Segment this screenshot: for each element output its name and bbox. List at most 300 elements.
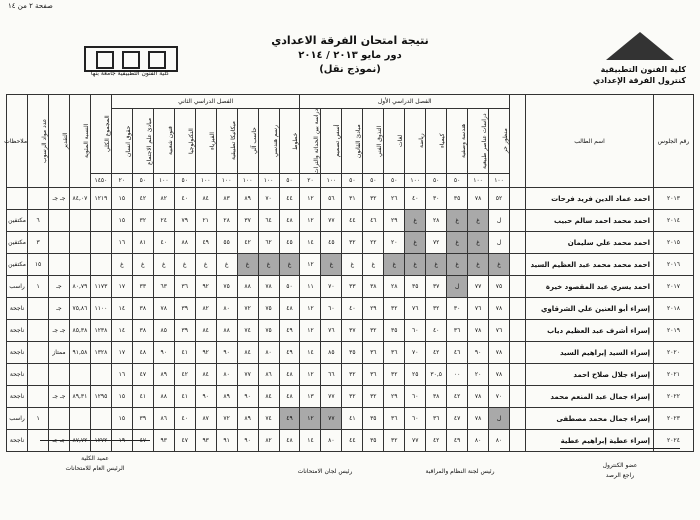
dean-title: الرئيس العام للامتحانات: [65, 465, 125, 472]
mark-cell: ٤٩: [447, 430, 468, 452]
subject-header: حاسب آلي: [250, 127, 258, 155]
mark-cell: ٢٩: [363, 298, 384, 320]
mark-cell: ٢٦: [384, 188, 405, 210]
max-mark: ١٠٠: [468, 174, 489, 188]
mark-cell: ١٩: [111, 430, 132, 452]
mark-cell: ٤١: [174, 386, 195, 408]
percent-cell: ٨٩,٣١: [69, 386, 90, 408]
mark-cell: غ: [468, 254, 489, 276]
mark-cell: ٣٨: [132, 298, 153, 320]
mark-cell: ٤٨: [279, 364, 300, 386]
grade-header: التقدير: [61, 132, 69, 150]
mark-cell: ١٢: [300, 210, 321, 232]
mark-cell: ٧٥: [258, 320, 279, 342]
spacer-header: [510, 95, 526, 188]
mark-cell: ٩٢: [195, 276, 216, 298]
mark-cell: ٣٢: [384, 298, 405, 320]
notes-cell: راسب: [7, 408, 28, 430]
mark-cell: ٥٢: [489, 188, 510, 210]
mark-cell: ١٥: [111, 210, 132, 232]
mark-cell: ٣٦: [384, 408, 405, 430]
mark-cell: ٣٨: [363, 276, 384, 298]
mark-cell: ٨٦: [153, 408, 174, 430]
mark-cell: ١٣٢٨: [90, 342, 111, 364]
mark-cell: ٩٠: [237, 386, 258, 408]
mark-cell: ٤٢: [237, 232, 258, 254]
grade-cell: جـ: [49, 276, 70, 298]
subject-header: خطوط: [292, 132, 300, 150]
student-name: احمد محمد احمد سالم حبيب: [526, 210, 654, 232]
subject-header: مبادئ القانون: [355, 124, 363, 158]
seat-number: ٢٠١٤: [654, 210, 694, 232]
grade-cell: [49, 408, 70, 430]
subject-header: أسس تصميم: [334, 124, 342, 158]
mark-cell: ١٢٣٨: [90, 320, 111, 342]
subject-header: كيمياء: [439, 133, 447, 149]
mark-cell: غ: [279, 254, 300, 276]
seat-number: ٢٠٢٠: [654, 342, 694, 364]
mark-cell: ٩٣: [153, 430, 174, 452]
mark-cell: غ: [426, 254, 447, 276]
mark-cell: ٤٠: [174, 188, 195, 210]
mark-cell: غ: [447, 210, 468, 232]
percent-cell: [69, 232, 90, 254]
table-row: [7, 320, 694, 342]
subject-header: رسم هندسي: [271, 125, 279, 157]
exam-session: دور مايو ٢٠١٣ / ٢٠١٤: [298, 50, 402, 61]
mark-cell: ٨٤: [195, 364, 216, 386]
mark-cell: ٤٨: [279, 210, 300, 232]
mark-cell: غ: [447, 254, 468, 276]
spacer-cell: [510, 386, 526, 408]
mark-cell: ٣٦: [363, 342, 384, 364]
mark-cell: ٣٠,٥: [426, 364, 447, 386]
mark-cell: ١٦: [111, 232, 132, 254]
mark-cell: ٣٠: [426, 188, 447, 210]
faculty-name-right: [576, 64, 686, 86]
notes-cell: مكتفين: [7, 232, 28, 254]
student-name: احمد محمد علي سليمان: [526, 232, 654, 254]
mark-cell: ٩٢: [195, 342, 216, 364]
mark-cell: [90, 232, 111, 254]
mark-cell: ٤٩: [279, 320, 300, 342]
spacer-cell: [510, 342, 526, 364]
subject-header: ميكانيكا تطبيقية: [229, 121, 237, 161]
mark-cell: ٨٠: [216, 364, 237, 386]
mark-cell: ١٤: [300, 342, 321, 364]
mark-cell: ٧٦: [321, 320, 342, 342]
notes-cell: ناجحة: [7, 298, 28, 320]
mark-cell: ٤٧: [447, 408, 468, 430]
mark-cell: ٨٩: [237, 188, 258, 210]
mark-cell: ٣٦: [174, 276, 195, 298]
mark-cell: ٨٤: [258, 386, 279, 408]
percent-cell: ٨٤,٠٧: [69, 188, 90, 210]
mark-cell: ٣٢: [342, 386, 363, 408]
failed-header: عدد مواد الرسوب: [41, 118, 49, 164]
exam-committee-head: رئيس لجان الامتحانات: [297, 468, 353, 475]
table-row: [7, 386, 694, 408]
mark-cell: غ: [111, 254, 132, 276]
percent-cell: [69, 364, 90, 386]
mark-cell: ٥٦: [321, 188, 342, 210]
student-name: إسراء أبو العنين علي الشرقاوي: [526, 298, 654, 320]
notes-cell: مكتفين: [7, 254, 28, 276]
term2-header: الفصل الدراسي الثاني: [111, 95, 300, 109]
table-row: [7, 276, 694, 298]
spacer-cell: [510, 298, 526, 320]
seat-number: ٢٠٢٤: [654, 430, 694, 452]
mark-cell: ٤٨: [279, 430, 300, 452]
table-row: [7, 232, 694, 254]
mark-cell: ١٢٧٢: [90, 430, 111, 452]
mark-cell: ٢٠: [384, 232, 405, 254]
max-mark: ١٠٠: [153, 174, 174, 188]
mark-cell: ٣٨: [426, 386, 447, 408]
student-name: إسراء عطية إبراهيم عطية: [526, 430, 654, 452]
mark-cell: ١٧: [111, 342, 132, 364]
mark-cell: ٤٥: [321, 232, 342, 254]
mark-cell: ٣٢: [384, 364, 405, 386]
mark-cell: ٦٠: [321, 298, 342, 320]
name-header: اسم الطالب: [526, 95, 654, 188]
mark-cell: ٣٢: [132, 210, 153, 232]
mark-cell: ٤٢: [174, 364, 195, 386]
mark-cell: ٤١: [342, 408, 363, 430]
mark-cell: ١٥: [111, 386, 132, 408]
failed-cell: ٦: [28, 210, 49, 232]
student-name: إسراء جمال محمد مصطفى: [526, 408, 654, 430]
mark-cell: ٣٠: [447, 298, 468, 320]
subject-header: التذوق الفني: [376, 125, 384, 157]
mark-cell: ٣٢: [363, 320, 384, 342]
grade-cell: [49, 254, 70, 276]
mark-cell: ٧٠: [258, 188, 279, 210]
mark-cell: ٣٩: [174, 298, 195, 320]
percent-cell: ٧٥,٨٦: [69, 298, 90, 320]
mark-cell: ١٢: [300, 364, 321, 386]
grade-cell: جـ جـ: [49, 320, 70, 342]
student-name: إسراء السيد إبراهيم السيد: [526, 342, 654, 364]
notes-cell: راسب: [7, 276, 28, 298]
mark-cell: ٤٦: [363, 210, 384, 232]
seat-number: ٢٠٢٣: [654, 408, 694, 430]
mark-cell: ٤٧: [174, 430, 195, 452]
mark-cell: غ: [195, 254, 216, 276]
percent-cell: ٨٠,٧٩: [69, 276, 90, 298]
table-row: [7, 298, 694, 320]
results-table: [6, 94, 694, 452]
mark-cell: ٩٠: [216, 342, 237, 364]
spacer-cell: [510, 430, 526, 452]
mark-cell: ١٢: [300, 254, 321, 276]
mark-cell: غ: [405, 210, 426, 232]
mark-cell: غ: [342, 254, 363, 276]
mark-cell: ٣٦: [426, 408, 447, 430]
grade-cell: [49, 210, 70, 232]
mark-cell: ٧٨: [489, 298, 510, 320]
total-header: المجموع الكلي: [103, 115, 111, 153]
failed-cell: [28, 298, 49, 320]
mark-cell: ٢٢: [363, 232, 384, 254]
subject-header: دراسات عناصر طبيعية: [481, 113, 489, 169]
percent-cell: ٨٧,٧٢: [69, 430, 90, 452]
mark-cell: ١٤: [300, 232, 321, 254]
student-name: إسراء أشرف عبد العظيم دياب: [526, 320, 654, 342]
mark-cell: ٢٩: [384, 386, 405, 408]
faculty-logo-left: [84, 46, 178, 72]
notes-cell: ناجحة: [7, 364, 28, 386]
mark-cell: ٩١: [216, 430, 237, 452]
table-row: [7, 254, 694, 276]
notes-cell: ناجحة: [7, 386, 28, 408]
mark-cell: ١٤: [111, 320, 132, 342]
seat-number: ٢٠٢٢: [654, 386, 694, 408]
mark-cell: ٨٠: [489, 430, 510, 452]
mark-cell: ٦٢: [258, 232, 279, 254]
mark-cell: ٧٧: [405, 430, 426, 452]
mark-cell: ٧٧: [468, 276, 489, 298]
mark-cell: ٧٢: [237, 298, 258, 320]
percent-header: النسبة المئوية: [82, 123, 90, 159]
mark-cell: ٧٥: [489, 276, 510, 298]
max-mark: ١٠٠: [489, 174, 510, 188]
subject-header: لغات: [397, 134, 405, 148]
mark-cell: ٨٠: [321, 430, 342, 452]
spacer-cell: [510, 408, 526, 430]
mark-cell: ٧٢: [426, 232, 447, 254]
order-committee-head: رئيس لجنة النظام والمراقبة: [425, 468, 495, 475]
percent-cell: [69, 254, 90, 276]
seat-number: ٢٠١٦: [654, 254, 694, 276]
mark-cell: ٨٩: [237, 408, 258, 430]
mark-cell: ٨٨: [237, 276, 258, 298]
control-line: كنترول الفرقة الإعدادي: [592, 76, 686, 85]
mark-cell: غ: [132, 254, 153, 276]
mark-cell: ٣٢: [363, 188, 384, 210]
notes-cell: [7, 188, 28, 210]
student-name: احمد عماد الدين فريد فرحات: [526, 188, 654, 210]
mark-cell: غ: [468, 232, 489, 254]
mark-cell: ٤٠: [153, 232, 174, 254]
mark-cell: ٤٧: [132, 430, 153, 452]
student-name: احمد يسري عبد المقصود خيرة: [526, 276, 654, 298]
mark-cell: ٣١: [342, 188, 363, 210]
mark-cell: ٧٦: [405, 298, 426, 320]
mark-cell: ٩٠: [237, 430, 258, 452]
control-review: راجع الرصد: [605, 472, 635, 479]
spacer-cell: [510, 232, 526, 254]
grade-cell: [49, 232, 70, 254]
mark-cell: ١٥: [111, 188, 132, 210]
mark-cell: ٦٠: [405, 408, 426, 430]
table-row: [7, 364, 694, 386]
mark-cell: غ: [384, 254, 405, 276]
mark-cell: ٣٣: [132, 276, 153, 298]
max-mark: ٢٠: [300, 174, 321, 188]
mark-cell: ل: [489, 408, 510, 430]
mark-cell: ١١٠٠: [90, 298, 111, 320]
mark-cell: ٣٥: [342, 342, 363, 364]
mark-cell: ٣٧: [342, 320, 363, 342]
mark-cell: ٣٧: [237, 210, 258, 232]
mark-cell: ١٤: [300, 430, 321, 452]
mark-cell: ٣٦: [447, 320, 468, 342]
mark-cell: ١٢١٩: [90, 188, 111, 210]
mark-cell: ٤٢: [426, 430, 447, 452]
mark-cell: ١٢: [300, 298, 321, 320]
failed-cell: ١: [28, 276, 49, 298]
mark-cell: [90, 254, 111, 276]
max-mark: ١٠٠: [195, 174, 216, 188]
mark-cell: ٣٩: [174, 320, 195, 342]
grade-cell: جـ جـ: [49, 430, 70, 452]
failed-cell: [28, 188, 49, 210]
mark-cell: ٤٩: [195, 232, 216, 254]
mark-cell: ٣٢: [426, 298, 447, 320]
max-mark: ١٠٠: [321, 174, 342, 188]
faculty-line: كلية الفنون التطبيقية: [600, 65, 686, 74]
percent-cell: [69, 408, 90, 430]
mark-cell: ٧٤: [237, 320, 258, 342]
mark-cell: ٩٣: [195, 430, 216, 452]
mark-cell: ٤٢: [447, 386, 468, 408]
seat-number: ٢٠١٣: [654, 188, 694, 210]
max-mark: ٥٠: [363, 174, 384, 188]
spacer-cell: [510, 276, 526, 298]
mark-cell: ٨٧: [195, 408, 216, 430]
mark-cell: ٨٨: [153, 386, 174, 408]
failed-cell: [28, 342, 49, 364]
seat-number: ٢٠٢١: [654, 364, 694, 386]
max-mark: ٥٠: [384, 174, 405, 188]
mark-cell: ١٤: [111, 298, 132, 320]
mark-cell: ٢١: [195, 210, 216, 232]
mark-cell: ٤٥: [279, 232, 300, 254]
subject-header: فنون شعبية: [166, 126, 174, 156]
seat-number: ٢٠١٧: [654, 276, 694, 298]
grade-cell: جـ جـ: [49, 188, 70, 210]
spacer-cell: [510, 320, 526, 342]
mark-cell: ٧٦: [468, 298, 489, 320]
mark-cell: ٤٤: [279, 188, 300, 210]
mark-cell: ٣٢: [342, 364, 363, 386]
mark-cell: غ: [258, 254, 279, 276]
mark-cell: ٩٠: [153, 342, 174, 364]
mark-cell: ٨١: [132, 232, 153, 254]
mark-cell: ١٢: [300, 320, 321, 342]
subject-header: دراسة بين الحداثة والتراث: [313, 109, 321, 175]
mark-cell: ٧٠: [489, 386, 510, 408]
mark-cell: ٧٨: [468, 320, 489, 342]
seat-number: ٢٠١٨: [654, 298, 694, 320]
mark-cell: ٧٧: [237, 364, 258, 386]
mark-cell: ٤٠: [342, 298, 363, 320]
mark-cell: ١٣: [300, 386, 321, 408]
failed-cell: ١: [28, 408, 49, 430]
mark-cell: ل: [447, 276, 468, 298]
mark-cell: ٢٠: [468, 364, 489, 386]
mark-cell: ٨٢: [195, 298, 216, 320]
mark-cell: [90, 210, 111, 232]
failed-cell: [28, 364, 49, 386]
mark-cell: ل: [489, 210, 510, 232]
table-row: [7, 210, 694, 232]
mark-cell: ٧٨: [489, 364, 510, 386]
percent-cell: ٩١,٥٨: [69, 342, 90, 364]
mark-cell: ٣٢: [342, 232, 363, 254]
failed-cell: ٣: [28, 232, 49, 254]
page-title: نتيجة امتحان الفرقة الاعدادي: [271, 34, 429, 47]
mark-cell: ٣٩: [132, 408, 153, 430]
mark-cell: ٢٤: [153, 210, 174, 232]
mark-cell: ٨٠: [258, 342, 279, 364]
mark-cell: ٣٦: [384, 342, 405, 364]
mark-cell: ٣٨: [132, 320, 153, 342]
subject-header: الفيزياء: [208, 132, 216, 150]
mark-cell: ٦٠: [405, 320, 426, 342]
spacer-cell: [510, 188, 526, 210]
mark-cell: ٦٠: [405, 386, 426, 408]
mark-cell: غ: [447, 232, 468, 254]
table-row: [7, 188, 694, 210]
mark-cell: ٤٢: [132, 188, 153, 210]
subject-header: حقوق انسان: [124, 125, 132, 157]
mark-cell: ل: [489, 232, 510, 254]
max-mark: ٥٠: [447, 174, 468, 188]
signature-dean: [40, 440, 150, 441]
seat-number: ٢٠١٥: [654, 232, 694, 254]
notes-cell: ناجحة: [7, 342, 28, 364]
mark-cell: ١٥: [111, 408, 132, 430]
mark-cell: ٢٥: [405, 364, 426, 386]
max-mark: ١٠٠: [258, 174, 279, 188]
subject-header: التكنولوجيا: [187, 128, 195, 154]
notes-cell: ناجحة: [7, 430, 28, 452]
mark-cell: ٣٧: [426, 276, 447, 298]
mark-cell: ٨٤: [195, 320, 216, 342]
mark-cell: غ: [237, 254, 258, 276]
mark-cell: ٨٩: [216, 386, 237, 408]
control-member: عضو الكنترول: [602, 462, 638, 469]
mark-cell: ٧٨: [489, 342, 510, 364]
mark-cell: ٤٠: [426, 320, 447, 342]
mark-cell: ٤٤: [342, 430, 363, 452]
mark-cell: غ: [489, 254, 510, 276]
mark-cell: ٧٨: [468, 386, 489, 408]
mark-cell: ٥٠: [279, 276, 300, 298]
mark-cell: ١٢٩٥: [90, 386, 111, 408]
mark-cell: ٧٤: [258, 408, 279, 430]
max-mark: ٥٠: [279, 174, 300, 188]
mark-cell: ٤٠: [174, 408, 195, 430]
university-logo-right: [606, 32, 674, 60]
mark-cell: ١٢: [300, 188, 321, 210]
mark-cell: ٢٨: [216, 210, 237, 232]
mark-cell: ٩٠: [195, 386, 216, 408]
mark-cell: غ: [468, 210, 489, 232]
max-mark: ١٠٠: [237, 174, 258, 188]
signature-control: [560, 448, 680, 449]
mark-cell: غ: [363, 254, 384, 276]
mark-cell: ١٢: [300, 408, 321, 430]
mark-cell: ٨٠: [216, 298, 237, 320]
notes-header: ملاحظات: [7, 95, 28, 188]
student-name: إسراء جلال صلاح احمد: [526, 364, 654, 386]
grade-cell: [49, 364, 70, 386]
mark-cell: غ: [405, 254, 426, 276]
page-number: صفحة ٢ من ١٤: [8, 2, 53, 10]
